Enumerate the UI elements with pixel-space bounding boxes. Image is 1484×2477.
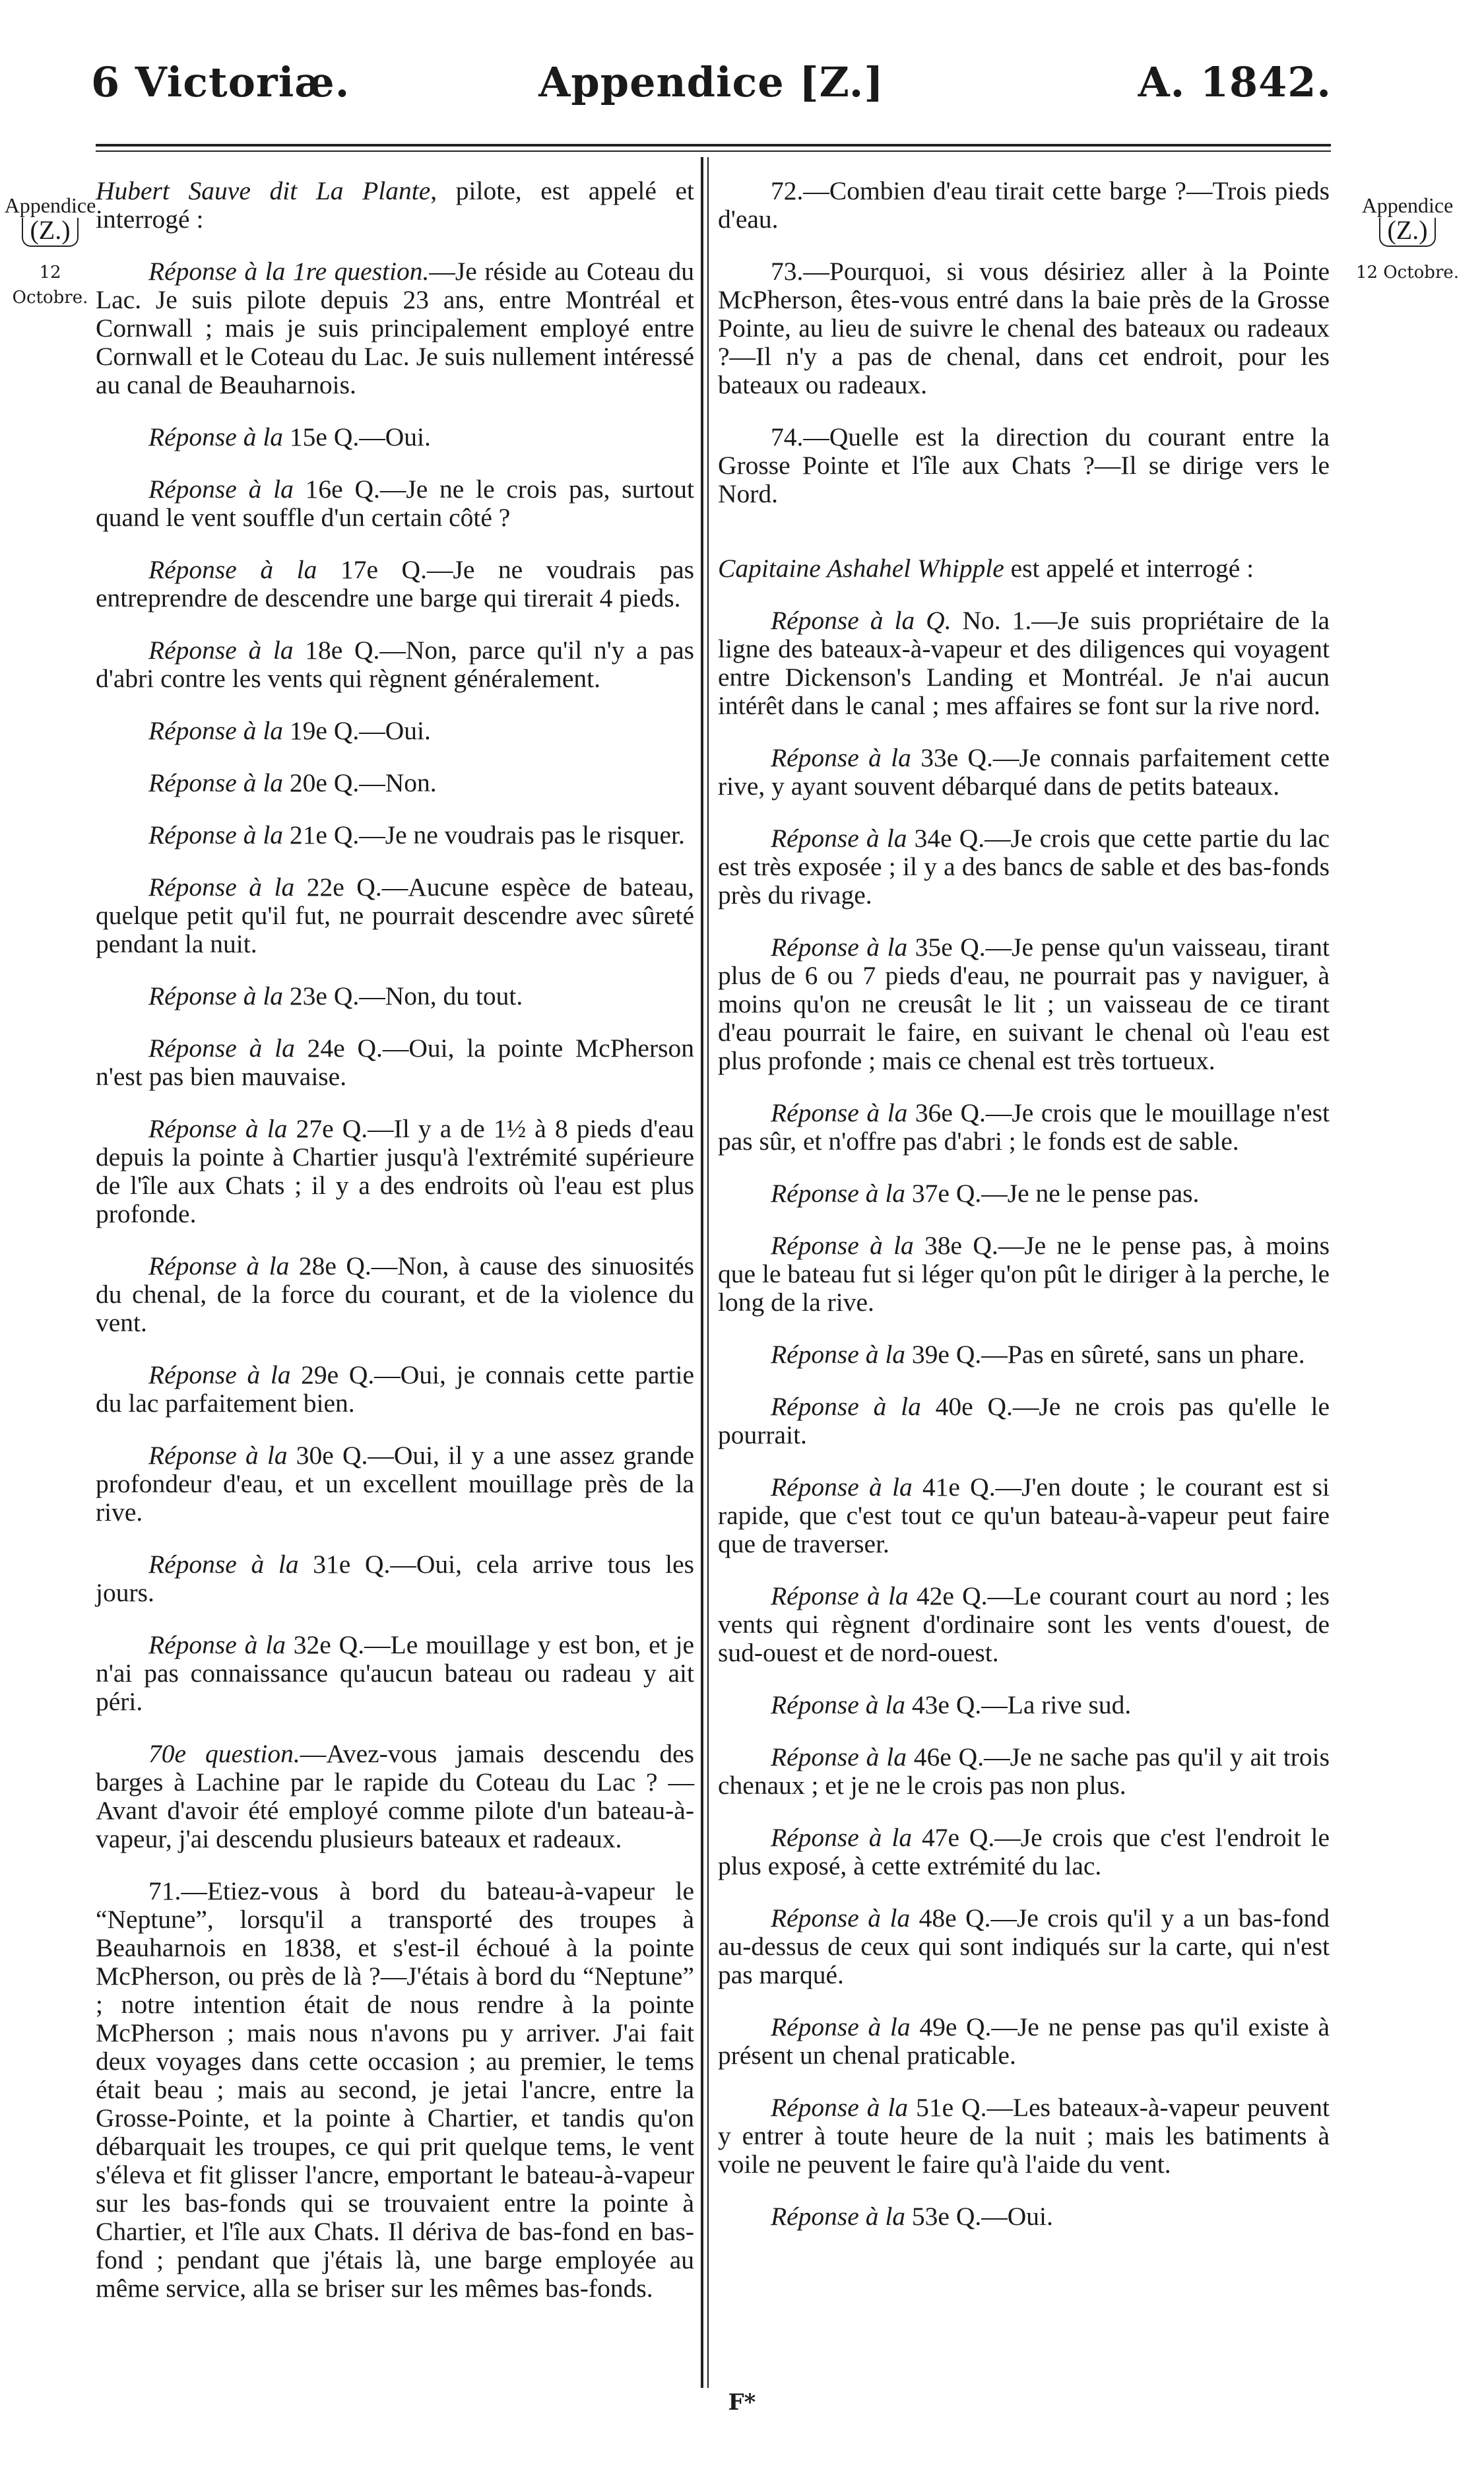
paragraph-italic-lead: Réponse à la <box>771 1231 914 1260</box>
paragraph <box>718 2094 1330 2179</box>
paragraph-italic-lead: Capitaine Ashahel Whipple <box>718 554 1004 583</box>
paragraph-text: 20e Q.—Non. <box>283 768 437 797</box>
paragraph-text: 53e Q.—Oui. <box>905 2202 1053 2231</box>
paragraph-italic-lead: Réponse à la <box>771 743 911 772</box>
paragraph-italic-lead: Réponse à la <box>771 1742 907 1771</box>
paragraph <box>718 1582 1330 1667</box>
paragraph-italic-lead: Réponse à la <box>148 873 295 902</box>
paragraph-text: 48e Q.—Je crois qu'il y a un bas-fond au-dessus de ceux qui sont indiqués sur la carte, qui n'est pas marqué. <box>718 1903 1330 1989</box>
paragraph <box>718 824 1330 909</box>
paragraph-text: 74.—Quelle est la direction du courant entre la Grosse Pointe et l'île aux Chats ?—Il se dirige vers le Nord. <box>718 422 1330 508</box>
running-header <box>91 58 1332 131</box>
paragraph-italic-lead: Hubert Sauve dit La Plante <box>96 176 431 205</box>
margin-note-left <box>4 193 96 310</box>
paragraph-italic-lead: Réponse à la <box>771 2202 906 2231</box>
paragraph <box>718 177 1330 234</box>
paragraph-text: 72.—Combien d'eau tirait cette barge ?—Trois pieds d'eau. <box>718 176 1330 234</box>
paragraph-text: 36e Q.—Je crois que le mouillage n'est pas sûr, et n'offre pas d'abri ; le fonds est de sable. <box>718 1098 1330 1156</box>
paragraph-text: , pilote, est appelé et interrogé : <box>96 176 694 234</box>
signature-mark: F* <box>728 2389 756 2416</box>
paragraph-text: 40e Q.—Je ne crois pas qu'elle le pourrait. <box>718 1392 1330 1449</box>
paragraph <box>718 1743 1330 1800</box>
paragraph <box>718 744 1330 801</box>
paragraph-italic-lead: Réponse à la <box>771 824 907 853</box>
paragraph-text: 38e Q.—Je ne le pense pas, à moins que le bateau fut si léger qu'on pût le diriger à la perche, le long de la rive. <box>718 1231 1330 1317</box>
paragraph <box>96 1877 694 2303</box>
column-divider-thick <box>701 157 703 2388</box>
paragraph <box>718 423 1330 508</box>
paragraph <box>718 1691 1330 1719</box>
paragraph <box>96 982 694 1010</box>
paragraph-italic-lead: Réponse à la <box>771 1340 906 1369</box>
paragraph-text: 16e Q.—Je ne le crois pas, surtout quand le vent souffle d'un certain côté ? <box>96 475 694 532</box>
paragraph-italic-lead: Réponse à la <box>771 1098 908 1127</box>
paragraph <box>96 1034 694 1091</box>
paragraph <box>96 636 694 693</box>
paragraph <box>96 257 694 399</box>
paragraph-text: 43e Q.—La rive sud. <box>905 1690 1132 1719</box>
header-appendix-title: Appendice [Z.] <box>538 58 884 106</box>
margin-right-letter: (Z.) <box>1379 218 1435 247</box>
paragraph <box>718 1340 1330 1369</box>
paragraph-text: 19e Q.—Oui. <box>283 716 431 745</box>
paragraph <box>96 1441 694 1527</box>
paragraph-italic-lead: Réponse à la <box>148 1034 295 1063</box>
paragraph <box>96 1740 694 1853</box>
paragraph-text: 28e Q.—Non, à cause des sinuosités du chenal, de la force du courant, et de la violence du vent. <box>96 1251 694 1337</box>
header-rule-thick <box>96 144 1331 147</box>
paragraph <box>96 821 694 849</box>
paragraph <box>718 2013 1330 2070</box>
paragraph-text: 32e Q.—Le mouillage y est bon, et je n'ai pas connaissance qu'aucun bateau ou radeau y ait péri. <box>96 1630 694 1716</box>
paragraph-text: —Avez-vous jamais descendu des barges à Lachine par le rapide du Coteau du Lac ? —Avant d'avoir été employé comme pilote d'un bateau-à-vapeur, j'ai descendu plusieurs bateaux et radeaux. <box>96 1739 694 1853</box>
paragraph-text: 21e Q.—Je ne voudrais pas le risquer. <box>283 820 685 849</box>
paragraph <box>96 1115 694 1228</box>
paragraph-italic-lead: Réponse à la <box>771 1472 913 1502</box>
paragraph <box>718 1232 1330 1317</box>
paragraph-text: 49e Q.—Je ne pense pas qu'il existe à présent un chenal praticable. <box>718 2012 1330 2070</box>
paragraph-text: 17e Q.—Je ne voudrais pas entreprendre de descendre une barge qui tirerait 4 pieds. <box>96 555 694 612</box>
paragraph-text: 30e Q.—Oui, il y a une assez grande profondeur d'eau, et un excellent mouillage près de la rive. <box>96 1441 694 1527</box>
header-rule-thin <box>96 150 1331 152</box>
paragraph-text: 42e Q.—Le courant court au nord ; les vents qui règnent d'ordinaire sont les vents d'ouest, de sud-ouest et de nord-ouest. <box>718 1581 1330 1667</box>
paragraph <box>718 257 1330 399</box>
paragraph-text: 73.—Pourquoi, si vous désiriez aller à la Pointe McPherson, êtes-vous entré dans la baie près de la Grosse Pointe, au lieu de suivre le chenal des bateaux ou radeaux ?—Il n'y a pas de chenal, dans cet endroit, pour les bateaux ou radeaux. <box>718 257 1330 399</box>
margin-left-letter: (Z.) <box>22 218 78 247</box>
margin-right-date: 12 Octobre. <box>1355 263 1460 282</box>
paragraph-text: 41e Q.—J'en doute ; le courant est si rapide, que c'est tout ce qu'un bateau-à-vapeur peut faire que de traverser. <box>718 1472 1330 1558</box>
paragraph <box>96 873 694 958</box>
paragraph-italic-lead: Réponse à la <box>148 768 284 797</box>
paragraph-italic-lead: 70e question. <box>148 1739 300 1768</box>
paragraph <box>718 1179 1330 1208</box>
paragraph-text: 39e Q.—Pas en sûreté, sans un phare. <box>905 1340 1305 1369</box>
paragraph <box>718 2202 1330 2231</box>
paragraph <box>718 1099 1330 1156</box>
paragraph-text: 27e Q.—Il y a de 1½ à 8 pieds d'eau depuis la pointe à Chartier jusqu'à l'extrémité supérieure de l'île aux Chats ; il y a des endroits où l'eau est plus profonde. <box>96 1114 694 1228</box>
paragraph <box>96 556 694 612</box>
paragraph-text: 35e Q.—Je pense qu'un vaisseau, tirant plus de 6 ou 7 pieds d'eau, ne pourrait pas y naviguer, à moins qu'on ne creusât le lit ; un vaisseau de ce tirant d'eau pourrait le faire, en suivant le chenal où l'eau est plus profonde ; mais ce chenal est très tortueux. <box>718 933 1330 1075</box>
paragraph <box>96 423 694 451</box>
paragraph-italic-lead: Réponse à la <box>148 555 317 584</box>
paragraph <box>96 717 694 745</box>
paragraph <box>96 1550 694 1607</box>
paragraph-italic-lead: Réponse à la <box>771 1179 906 1208</box>
right-column <box>718 177 1330 2255</box>
paragraph-text: 51e Q.—Les bateaux-à-vapeur peuvent y entrer à toute heure de la nuit ; mais les batiments à voile ne peuvent le faire qu'à l'aide du vent. <box>718 2093 1330 2179</box>
paragraph-text: 29e Q.—Oui, je connais cette partie du lac parfaitement bien. <box>96 1360 694 1418</box>
paragraph-text: No. 1.—Je suis propriétaire de la ligne des bateaux-à-vapeur et des diligences qui voyagent entre Dickenson's Landing et Montréal. Je n'ai aucun intérêt dans le canal ; mes affaires se font sur la rive nord. <box>718 606 1330 720</box>
paragraph-italic-lead: Réponse à la <box>148 1360 291 1389</box>
header-year: A. 1842. <box>1138 58 1332 106</box>
paragraph-text: 33e Q.—Je connais parfaitement cette rive, y ayant souvent débarqué dans de petits bateaux. <box>718 743 1330 801</box>
paragraph-italic-lead: Réponse à la <box>148 636 294 665</box>
paragraph-text: 34e Q.—Je crois que cette partie du lac est très exposée ; il y a des bancs de sable et des bas-fonds près du rivage. <box>718 824 1330 909</box>
paragraph-italic-lead: Réponse à la <box>148 1114 288 1143</box>
paragraph-italic-lead: Réponse à la <box>771 933 908 962</box>
margin-left-date: 12 Octobre. <box>12 263 88 308</box>
paragraph-italic-lead: Réponse à la <box>148 1441 288 1470</box>
left-column <box>96 177 694 2327</box>
paragraph <box>718 1824 1330 1880</box>
paragraph-italic-lead: Réponse à la <box>148 820 284 849</box>
paragraph <box>718 1473 1330 1558</box>
paragraph <box>96 177 694 234</box>
paragraph-italic-lead: Réponse à la <box>771 2093 909 2122</box>
paragraph-italic-lead: Réponse à la <box>148 1550 299 1579</box>
paragraph-italic-lead: Réponse à la <box>148 1251 290 1280</box>
paragraph-text: 47e Q.—Je crois que c'est l'endroit le plus exposé, à cette extrémité du lac. <box>718 1823 1330 1880</box>
paragraph-italic-lead: Réponse à la <box>771 1823 913 1852</box>
paragraph-text: —Je réside au Coteau du Lac. Je suis pilote depuis 23 ans, entre Montréal et Cornwall ; mais je suis principalement employé entre Cornwall et le Coteau du Lac. Je suis nullement intéressé au canal de Beauharnois. <box>96 257 694 399</box>
paragraph <box>96 1252 694 1337</box>
paragraph-text: 23e Q.—Non, du tout. <box>283 981 523 1010</box>
paragraph-italic-lead: Réponse à la <box>771 1392 921 1421</box>
paragraph-italic-lead: Réponse à la <box>148 981 284 1010</box>
paragraph-text: 37e Q.—Je ne le pense pas. <box>905 1179 1200 1208</box>
paragraph-text: est appelé et interrogé : <box>1004 554 1254 583</box>
paragraph-italic-lead: Réponse à la <box>771 1690 906 1719</box>
paragraph-text: 15e Q.—Oui. <box>283 422 431 451</box>
paragraph <box>718 1904 1330 1989</box>
margin-note-right <box>1334 193 1481 285</box>
paragraph-text: 71.—Etiez-vous à bord du bateau-à-vapeur le “Neptune”, lorsqu'il a transporté des troupes à Beauharnois en 1838, et s'est-il échoué à la pointe McPherson, ou près de là ?—J'étais à bord du “Neptune” ; notre intention était de nous rendre à la pointe McPherson ; mais nous n'avons pu y arriver. J'ai fait deux voyages dans cette occasion ; au premier, le tems était beau ; mais au second, je jetai l'ancre, entre la Grosse-Pointe, et la pointe à Chartier, et tandis qu'on débarquait les troupes, ce qui prit quelque tems, le vent s'éleva et fit glisser l'ancre, emportant le bateau-à-vapeur sur les bas-fonds qui se trouvaient entre la pointe à Chartier, et l'île aux Chats. Il dériva de bas-fond en bas-fond ; pendant que j'étais là, une barge employée au même service, alla se briser sur les mêmes bas-fonds. <box>96 1876 694 2303</box>
paragraph <box>718 1393 1330 1449</box>
margin-right-label: Appendice <box>1361 193 1454 217</box>
paragraph-italic-lead: Réponse à la <box>148 1630 286 1659</box>
paragraph <box>718 554 1330 583</box>
paragraph-italic-lead: Réponse à la <box>148 422 284 451</box>
paragraph-italic-lead: Réponse à la Q. <box>771 606 952 635</box>
paragraph <box>718 607 1330 720</box>
paragraph-italic-lead: Réponse à la <box>771 1581 909 1610</box>
header-session: 6 Victoriæ. <box>91 58 350 106</box>
paragraph-text: 31e Q.—Oui, cela arrive tous les jours. <box>96 1550 694 1607</box>
paragraph-text: 22e Q.—Aucune espèce de bateau, quelque petit qu'il fut, ne pourrait descendre avec sûreté pendant la nuit. <box>96 873 694 958</box>
paragraph-text: 24e Q.—Oui, la pointe McPherson n'est pas bien mauvaise. <box>96 1034 694 1091</box>
paragraph <box>718 933 1330 1075</box>
paragraph-italic-lead: Réponse à la <box>771 2012 911 2041</box>
paragraph-text: 18e Q.—Non, parce qu'il n'y a pas d'abri contre les vents qui règnent généralement. <box>96 636 694 693</box>
paragraph-italic-lead: Réponse à la <box>771 1903 911 1932</box>
paragraph-italic-lead: Réponse à la <box>148 475 294 504</box>
column-divider-thin <box>707 157 709 2388</box>
paragraph-text: 46e Q.—Je ne sache pas qu'il y ait trois chenaux ; et je ne le crois pas non plus. <box>718 1742 1330 1800</box>
paragraph <box>96 1631 694 1716</box>
paragraph <box>96 1361 694 1418</box>
margin-left-label: Appendice <box>4 193 96 217</box>
paragraph <box>96 769 694 797</box>
paragraph <box>96 475 694 532</box>
paragraph-italic-lead: Réponse à la 1re question. <box>148 257 430 286</box>
paragraph-italic-lead: Réponse à la <box>148 716 284 745</box>
